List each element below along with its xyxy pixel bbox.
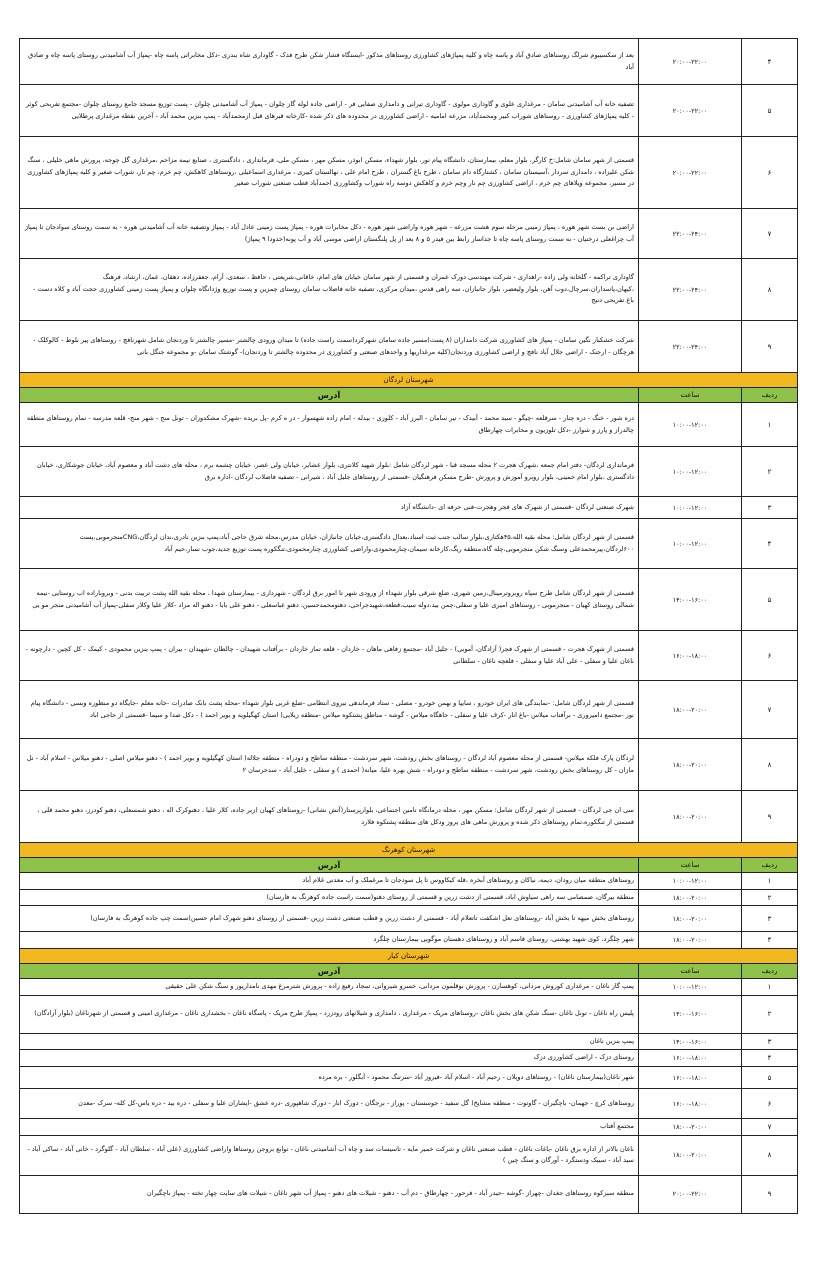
time-range: ۲۲:۰۰-۲۴:۰۰: [639, 209, 742, 259]
address-cell: ناغان بالاتر از اداره برق ناغان -باغات ناغان - قطب صنعتی ناغان و شرکت خمیر مایه - تاسیسات سد و چاه آب آشامیدنی ناغان - توابع بروجن روستاها واراضی کشاورزی (علی آباد - سلطان آباد - گلوگرد - خانی آباد - ساکی آباد - سید آباد - سیبک ودستگرد - آورگان و سنگ چین ): [20, 1135, 639, 1175]
column-header-row: [20, 964, 798, 979]
row-number: ۴: [742, 39, 798, 85]
row-number: ۱: [742, 403, 798, 447]
time-range: ۲۰:۰۰-۲۲:۰۰: [639, 137, 742, 209]
time-range: ۱۸:۰۰-۲۰:۰۰: [639, 932, 742, 949]
address-header: آدرس: [20, 858, 639, 873]
time-range: ۱۴:۰۰-۱۶:۰۰: [639, 569, 742, 631]
address-cell: روستاهای بخش میهه تا بخش آباد -روستاهای تعل اشکفت تاتعلام آباد - قسمتی از دشت زرین و قطب صنعتی دشت زرین -قسمتی از روستای دهنو شهرک امام حسین(سمت چپ جاده کوهرنگ به فارسان): [20, 906, 639, 932]
row-number: ۵: [742, 85, 798, 137]
table-row: [20, 932, 798, 949]
row-number: ۳: [742, 497, 798, 519]
column-header-row: [20, 388, 798, 403]
table-row: [20, 497, 798, 519]
row-number: ۹: [742, 791, 798, 843]
city-title: شهرستان لردگان: [20, 373, 798, 388]
row-number: ۵: [742, 569, 798, 631]
address-cell: بعد از سکسیبوم شرلگ روستاهای صادق آباد و پاسه چاه و کلیه پمپاژهای کشاورزی روستاهای مذکور -ایستگاه فشار شکن طرح فدک - گاوداری شاه بندری -دکل مخابراتی پاسه چاه -پمپاژ آب آشامیدنی روستای پاسه چاه و صادق آباد: [20, 39, 639, 85]
row-number: ۱: [742, 979, 798, 996]
address-cell: گاوداری تراکمه - گلخانه ولی زاده -راهداری - شرکت مهندسی دورک عمران و قسمتی از شهر سامان خیابان های امام، خاقانی،شریعتی ، حافظ ، سعدی، آرام، جعفرزاده، دهقان، عمان، ارشاد، فرهنگ ،کیهان،پاسداران،سرچال،دوب آهن، بلوار ولیعصر، بلوار جانبازان، سه راهی قدس ،میدان مرکزی، تصفیه خانه فاضلاب سامان روستای چمزین و پست توزیع وژدانگاه چلوان و پمپاژ پست زمینی کشاورزی حجت آباد و کلاه دست - باغ تفریحی دنیج: [20, 259, 639, 321]
address-cell: قسمتی از شهر لردگان شامل طرح سپاه روبروترمینال،زمین شهری، ضلع شرقی بلوار شهداء از ورودی شهر تا امور برق لردگان - شهرداری - بیمارستان شهدا ، محله بقیه الله پشت تربیت بدنی - وبروباراده اب روستایی -نیمه شمالی روستای کهیان - منجرموبی - روستاهای امیری علیا و سفلی،چمن بید،دوله سیب،قطعه،شهیدجراحی، دهنومحمدحسین، دهنو عباسعلی - دهنو علی بابا - دهنو اله مراد -کلار علیا وکلار سفلی-پمپاژ آب آشامیدنی منجر مو یی: [20, 569, 639, 631]
city-title: شهرستان کوهرنگ: [20, 843, 798, 858]
table-row: [20, 873, 798, 890]
table-row: [20, 403, 798, 447]
row-number: ۹: [742, 321, 798, 373]
time-range: ۱۶:۰۰-۱۸:۰۰: [639, 1067, 742, 1089]
city-banner: [20, 843, 798, 858]
row-number: ۷: [742, 1119, 798, 1136]
time-range: ۱۶:۰۰-۱۸:۰۰: [639, 631, 742, 681]
address-cell: شهرک صنعتی لردگان -قسمتی از شهرک های فجر وهجرت-فنی حرفه ای -دانشگاه آزاد: [20, 497, 639, 519]
time-range: ۱۸:۰۰-۲۰:۰۰: [639, 791, 742, 843]
city-banner: [20, 949, 798, 964]
row-number: ۷: [742, 209, 798, 259]
row-number: ۴: [742, 1050, 798, 1067]
row-number: ۳: [742, 906, 798, 932]
address-cell: دره شور - خنگ - دره چنار - سرقلعه -چیگو - سید محمد - آبیدک - تیر سامان - البرز آباد - کلوزی - بیدله - امام زاده شهسوار - در ه کرم -پل بریده -شهرک مشکدوزان - تونل منج - شهر منج- قلعه مدرسه - تمام روستاهای منطقه چالدراز و پارز و شوارز -دکل تلوزیون و مخابرات چهارطاق: [20, 403, 639, 447]
time-range: ۱۴:۰۰-۱۶:۰۰: [639, 1033, 742, 1050]
table-row: [20, 631, 798, 681]
table-row: [20, 889, 798, 906]
schedule-body: [20, 39, 798, 1214]
table-row: [20, 1175, 798, 1213]
table-row: [20, 681, 798, 739]
time-range: ۱۸:۰۰-۲۰:۰۰: [639, 906, 742, 932]
row-number: ۵: [742, 1067, 798, 1089]
address-cell: منطقه سبزکوه روستاهای جغدان -چهراز -گوشه -حیدر آباد - فرحور - چهارطاق - دم آب - دهنو - شیلات های دهنو - پمپاژ آب شهر ناغان - شیلات های سایت چهار تخته - پمپاژ باچگیران: [20, 1175, 639, 1213]
row-number: ۲: [742, 889, 798, 906]
time-range: ۱۸:۰۰-۲۰:۰۰: [639, 1135, 742, 1175]
table-row: [20, 979, 798, 996]
time-range: ۱۸:۰۰-۲۰:۰۰: [639, 1119, 742, 1136]
address-cell: فرمانداری لردگان- دفتر امام جمعه ،شهرک هجرت ۲ محله مسجد قبا - شهر لردگان شامل :بلوار شهید کلانتری، بلوار عشایر، خیابان ولی عصر، خیابان چشمه برم ، محله های دشت آباد و معصوم آباد، خیابان جوشکاری، خیابان دادگستری ،بلوار امام خمینی، بلوار روبرو آموزش و پرورش -طرح مسکن فرهنگیان -قسمتی از روستاهای جلیل آباد ، شیرانی - تصفیه فاضلاب لردگان -اداره برق: [20, 447, 639, 497]
time-range: ۱۰:۰۰-۱۲:۰۰: [639, 497, 742, 519]
row-number: ۸: [742, 259, 798, 321]
table-row: [20, 569, 798, 631]
time-range: ۱۰:۰۰-۱۲:۰۰: [639, 519, 742, 569]
table-row: [20, 209, 798, 259]
address-header: آدرس: [20, 388, 639, 403]
table-row: [20, 906, 798, 932]
table-row: [20, 137, 798, 209]
table-row: [20, 447, 798, 497]
row-number: ۶: [742, 631, 798, 681]
table-row: [20, 519, 798, 569]
row-number: ۸: [742, 1135, 798, 1175]
table-row: [20, 1067, 798, 1089]
time-range: ۲۰:۰۰-۲۲:۰۰: [639, 39, 742, 85]
row-number: ۱: [742, 873, 798, 890]
address-cell: شهر ناغان(بیمارستان ناغان) - روستاهای دوپلان - رحیم آباد - اسلام آباد -فیروز آباد -سرتنگ محمود - آبگلور - بره مرده: [20, 1067, 639, 1089]
table-row: [20, 85, 798, 137]
address-header: آدرس: [20, 964, 639, 979]
table-row: [20, 1089, 798, 1119]
table-row: [20, 321, 798, 373]
time-range: ۱۸:۰۰-۲۰:۰۰: [639, 739, 742, 791]
outage-schedule-page: [20, 38, 798, 1233]
table-row: [20, 739, 798, 791]
time-range: ۱۰:۰۰-۱۲:۰۰: [639, 873, 742, 890]
time-range: ۱۶:۰۰-۱۸:۰۰: [639, 1050, 742, 1067]
row-number: ۴: [742, 932, 798, 949]
address-cell: روستاهای کرچ - جهمان- باچگیران - گاوتوت - منطقه مشایخ( گل سفید - جوسستان - پوراز - برجگان - دورک انار - دورک شاهپوری -دره عشق -ایشاران علیا و سفلی - دره بید - دره یاس-کل کله- سرک -معدن: [20, 1089, 639, 1119]
table-row: [20, 1135, 798, 1175]
row-number: ۳: [742, 1033, 798, 1050]
address-cell: پمپ گاز ناغان - مرغداری کوروش مردانی، کوهسارن - پرورش بوقلمون مردانی، خسرو شیروانی، سجاد رفیع زاده - پرورش شترمرغ مهدی نامدارپور و سنگ شکن علی حقیقی: [20, 979, 639, 996]
time-header: ساعت: [639, 388, 742, 403]
address-cell: روستای دزک - اراضی کشاورزی دزک: [20, 1050, 639, 1067]
time-range: ۲۲:۰۰-۲۴:۰۰: [639, 321, 742, 373]
radif-header: ردیف: [742, 964, 798, 979]
table-row: [20, 39, 798, 85]
row-number: ۲: [742, 995, 798, 1033]
address-cell: پلیس راه ناغان - تونل ناغان -سنگ شکن های بخش ناغان -روستاهای مریک - مرغداری ، دامداری و شیلاتهای رودزرد - پمپاژ طرح مریک - پاسگاه ناغان - بخشداری ناغان - مرغداری امینی و قسمتی از شهرناغان (بلوار آزادگان): [20, 995, 639, 1033]
table-row: [20, 259, 798, 321]
row-number: ۶: [742, 1089, 798, 1119]
address-cell: منطقه بیرگان، صمصامی سه راهی سیاوش اباد، قسمتی از دشت زرین و قسمتی از روستای دهنو(سمت راست جاده کوهرنگ به فارسان): [20, 889, 639, 906]
address-cell: روستاهای منطقه میان رودان، دیمه، نیاکان و روستاهای آبخره ،قله کیکاووس تا پل سودجان تا مرغملک و آب معدنی غلام آباد: [20, 873, 639, 890]
time-range: ۱۶:۰۰-۱۸:۰۰: [639, 1089, 742, 1119]
outage-schedule-table: [19, 38, 798, 1214]
time-range: ۱۸:۰۰-۲۰:۰۰: [639, 681, 742, 739]
address-cell: قسمتی از شهر لردگان شامل: محله بقیه الله،۴۵هکتاری،بلوار سالب جنب ثبت اسناد،بعدال دادگستری،خیابان جانبازان، خیابان مدرس،محله شرق حاجی آباد،پمپ بنزین نادری،ندان لردگان،CNGمنجرموبی،پست ۶۰۰لردگان،پیرمحمدعلی وسنگ شکن منجرموبی،چله گاه،منطقه ریگ،کارخانه سیمان،چنارمحمودی،واراضی کشاورزی چنارمحمودی،تنگکوره پست توزیع جدید،جوب نسار،حیم آباد: [20, 519, 639, 569]
address-cell: قسمتی از شهر سامان شامل:خ کارگر، بلوار معلم، بیمارستان، دانشگاه پیام نور، بلوار شهداء، مسکن ابوذر، مسکن مهر ، مسکن ملی، فرمانداری ، دادگستری ، صنایع نیمه مزاحم ،مرغداری گل چوجه، پرورش ماهی خلیلی ، سنگ شکن علیزاده ، دامداری سردار ،آسیستان سامان ، کشتارگاه دام سامان ، طرح باغ گستران ، طرح امام علی ، نهالستان کبیری ، مرغداری اسماعیلی ،روستاهای کاهکش، چم خرم، چم نار، شوراب صغیر و کلیه پمپاژهای کشاورزی در مسیر، مجموعه ویلاهای چم خرم ، اراضی کشاورزی چم نار وچم خرم و کاهکش دوسه راه شوراب وکشاورزی احمدآباد قطب صنعتی شوراب صغیر: [20, 137, 639, 209]
column-header-row: [20, 858, 798, 873]
radif-header: ردیف: [742, 388, 798, 403]
row-number: ۷: [742, 681, 798, 739]
table-row: [20, 791, 798, 843]
table-row: [20, 1119, 798, 1136]
time-range: ۱۰:۰۰-۱۲:۰۰: [639, 979, 742, 996]
row-number: ۸: [742, 739, 798, 791]
row-number: ۹: [742, 1175, 798, 1213]
time-range: ۱۴:۰۰-۱۶:۰۰: [639, 995, 742, 1033]
time-range: ۲۰:۰۰-۲۲:۰۰: [639, 85, 742, 137]
city-banner: [20, 373, 798, 388]
table-row: [20, 995, 798, 1033]
address-cell: سی ان جی لردگان - قسمتی از شهر لردگان شامل: مسکن مهر ، محله درمانگاه تامین اجتماعی، بلوارپرستار(آتش نشانی) -روستاهای کهیان (زیر جاده، کلار علیا ، دهنوکرک اله ، دهنو شمسعلی، دهنو کودرز، دهنو محمد قلی ، قسمتی از تنگکوره،تمام روستاهای ذکر شده و پرورش ماهی های پروز ودکل های منطقه پشتکوه فلارد: [20, 791, 639, 843]
row-number: ۶: [742, 137, 798, 209]
address-cell: مجتمع آفتاب: [20, 1119, 639, 1136]
time-range: ۱۰:۰۰-۱۲:۰۰: [639, 447, 742, 497]
row-number: ۲: [742, 447, 798, 497]
address-cell: اراضی بن بست شهر هوره ، پمپاژ زمینی مرحله سوم هشت مزرعه - شهر هوره واراضی شهر هوره - دکل مخابرات هوره - پمپاژ پست زمینی عادل آباد - پمپاژ وتصفیه خانه آب آشامیدنی هوره - به سمت روستای سوادجان تا پمپاژ آب چراغعلی درختیان - به سمت روستای پاسه چاه تا جداساز رابط بین فیدر ۵ و ۸ بعد از پل پلنگستان اراضی موسی آباد و آب پونه(حدودا ۹ پمپاژ): [20, 209, 639, 259]
time-header: ساعت: [639, 964, 742, 979]
time-range: ۱۸:۰۰-۲۰:۰۰: [639, 889, 742, 906]
address-cell: لردگان پارک فلکه میلاس- قسمتی از محله معصوم آباد لردگان - روستاهای بخش رودشت، شهر سردشت - منطقه ساطح و دودراه - منطقه جلاله( استان کهگیلویه و بویر احمد ) - دهنو میلاس اصلی - دهنو میلاس - اسلام آباد - تل مازان - کل روستاهای بخش رودشت، شهر سردشت - منطقه ساطح و دودراه - شش بهره علیا، میانه( احمدی ) و سفلی - خلیل آباد - سدحرسان ۲: [20, 739, 639, 791]
city-title: شهرستان کیار: [20, 949, 798, 964]
table-row: [20, 1050, 798, 1067]
address-cell: قسمتی از شهرک هجرت - قسمتی از شهرک فجر( آزادگان، آموبی) - جلیل آباد -مجتمع زفاهی ماهان - خاردان - قلعه تماز خاردان - برآفتاب شهیدان - چالطان -شهیدان - بیران - پمپ بنزین محمودی - کیمک - کل کچین - دارچونه - ناغان علیا و سفلی - علی آباد علیا و سفلی - قلعچه ناغان - سلطانی: [20, 631, 639, 681]
row-number: ۴: [742, 519, 798, 569]
time-range: ۲۰:۰۰-۲۲:۰۰: [639, 1175, 742, 1213]
radif-header: ردیف: [742, 858, 798, 873]
address-cell: شرکت خشکبار نگین سامان - پمپاژ های کشاورزی شرکت دامداران (۸ پست)مسیر جاده سامان شهرکرد(سمت راست جاده) تا میدان ورودی چالشتر -مسیر چالشتر تا وردنجان شامل شهرنافچ - روستاهای پیر بلوط - کالوکلک - هرچگان - ارجنک - اراضی جلال آباد نافچ و اراضی کشاورزی وردنجان(کلیه مرغداریها و واحدهای صنعتی و کشاورزی در محدوده چالشتر تا وردنجان)- گوشتک سامان -و مجموعه جنگل بانی: [20, 321, 639, 373]
address-cell: قسمتی از شهر لردگان شامل: -نمایندگی های ایران خودرو ، سایپا و بهمن خودرو - مصلی - ستاد فرماندهی نیروی انتظامی -ضلع غربی بلوار شهداء -محله پشت بانک صادرات -خانه معلم -جایگاه دو منظوره وبسی - دانشگاه پیام نور -مجتمع دامپروری - برآفتاب میلاس -باغ انار -کرف علیا و سفلی - جاهگاه میلاس - گوشه - مناطق پشتکوه میلاس -منطقه زیلایی( استان کهگیلویه و بویر احمد ) - دکل صدا و سیما -قسمتی از حاجی اباد: [20, 681, 639, 739]
table-row: [20, 1033, 798, 1050]
address-cell: شهر چلگرد، کوی شهید بهشتی، روستای قاسم آباد و روستاهای دهستان موگویی بیمارستان چلگرد: [20, 932, 639, 949]
address-cell: پمپ بنزین ناغان: [20, 1033, 639, 1050]
address-cell: تصفیه خانه آب آشامیدنی سامان - مرغداری علوی و گاوداری مولوی - گاوداری تیرانی و دامداری صفایی فر - اراضی جاده لوله گاز چلوان - پمپاژ آب آشامیدنی چلوان - پست توزیع مسجد جامع روستای چلوان -مجتمع تفریحی کوثر - کلیه پمپاژهای کشاورزی - روستاهای شوراب کبیر ومحمدآباد، مزرعه امامیه - اراضی کشاورزی در محدوده های ذکر شده -کارخانه قیرهای قبل ازمحمدآباد - پمپ بنزین محمد آباد - آخرین نقطه مرغداری پرطلایی: [20, 85, 639, 137]
time-range: ۲۲:۰۰-۲۴:۰۰: [639, 259, 742, 321]
time-header: ساعت: [639, 858, 742, 873]
time-range: ۱۰:۰۰-۱۲:۰۰: [639, 403, 742, 447]
